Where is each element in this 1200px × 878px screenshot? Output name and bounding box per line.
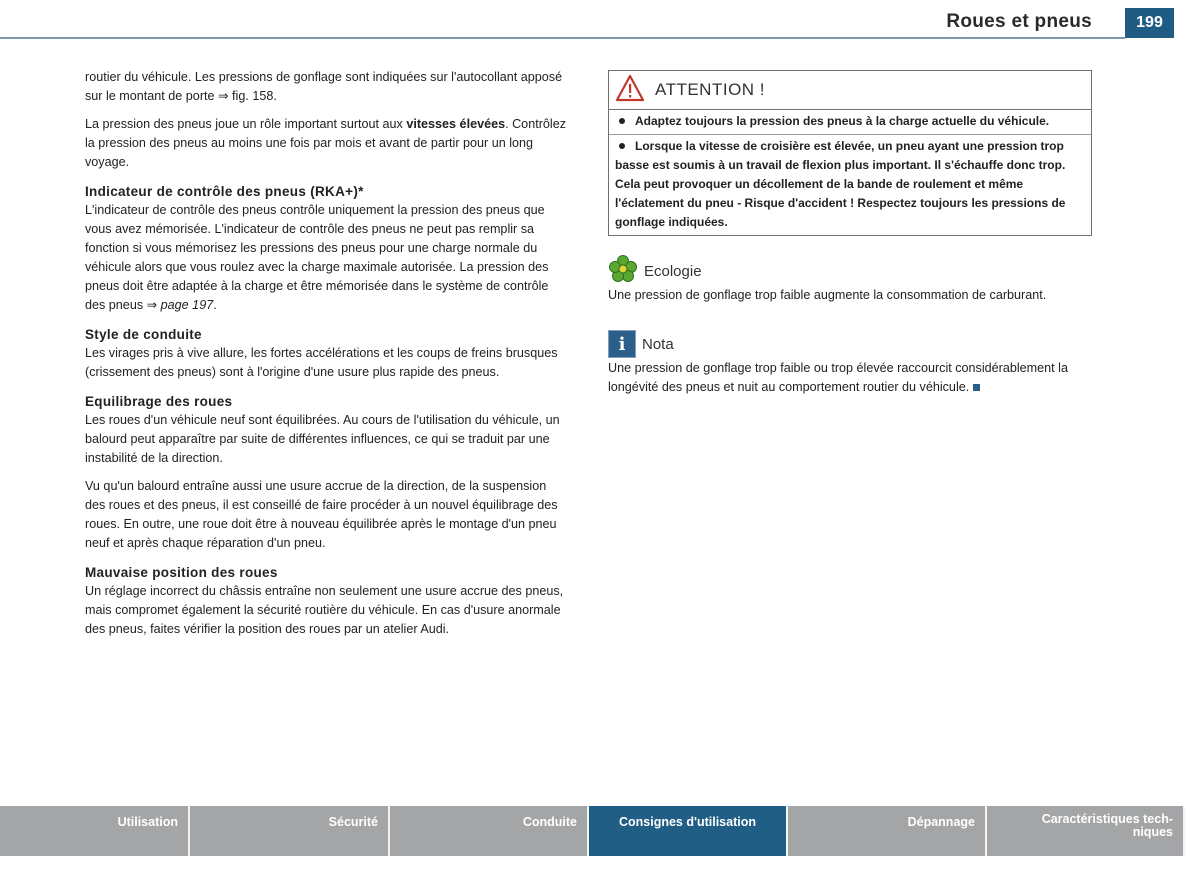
chapter-tab-bar [0, 806, 1185, 856]
ecology-body: Une pression de gonflage trop faible augmente la consommation de carburant. [608, 288, 1047, 302]
misalignment-heading: Mauvaise position des roues [85, 565, 278, 580]
bullet-icon [619, 118, 625, 124]
rka-body: L'indicateur de contrôle des pneus contrôle uniquement la pression des pneus que vous avez mémorisée. L'indicateur de contrôle des pneus ne peut pas remplir sa fonction si vous mémorisez les pressions des pneus pour une charge normale du véhicule alors que vous roulez avec la charge maximale autorisée. La pression des pneus doit être adaptée à la charge et être mémorisée dans le système de contrôle des pneus ⇒ page 197. [85, 203, 549, 312]
balancing-body-2: Vu qu'un balourd entraîne aussi une usure accrue de la direction, de la suspension des roues et des pneus, il est conseillé de faire procéder à un nouvel équilibrage des roues. En outre, une roue doit être à nouveau équilibrée après le montage d'un pneu neuf et après chaque réparation d'un pneu. [85, 479, 558, 550]
warning-box [608, 70, 1092, 236]
style-body: Les virages pris à vive allure, les fortes accélérations et les coups de freins brusques (crissement des pneus) sont à l'origine d'une usure plus rapide des pneus. [85, 346, 558, 379]
balancing-heading: Equilibrage des roues [85, 394, 233, 409]
note-header [608, 329, 1092, 359]
style-heading: Style de conduite [85, 327, 202, 342]
warning-title: ATTENTION ! [655, 80, 766, 99]
flower-icon [608, 254, 638, 289]
misalignment-body: Un réglage incorrect du châssis entraîne non seulement une usure accrue des pneus, mais compromet également la sécurité routière du véhicule. En cas d'usure anormale des pneus, faites vérifier la position des roues par un atelier Audi. [85, 584, 564, 636]
note-title: Nota [642, 335, 674, 353]
rka-heading: Indicateur de contrôle des pneus (RKA+)* [85, 184, 364, 199]
bullet-icon [619, 143, 625, 149]
balancing-body-1: Les roues d'un véhicule neuf sont équilibrées. Au cours de l'utilisation du véhicule, un balourd peut apparaître par suite de différentes influences, ce qui se traduit par une instabilité de la direction. [85, 413, 560, 465]
warning-item: Lorsque la vitesse de croisière est élevée, un pneu ayant une pression trop basse est soumis à un travail de flexion plus important. Il s'échauffe donc trop. Cela peut provoquer un décollement de la bande de roulement et même l'éclatement du pneu - Risque d'accident ! Respectez toujours les pressions de gonflage indiquées. [615, 139, 1066, 229]
end-of-section-icon [973, 384, 980, 391]
ecology-header [608, 256, 1092, 286]
ecology-title: Ecologie [644, 262, 702, 280]
tab-securite[interactable]: Sécurité [190, 806, 390, 856]
info-icon: i [608, 330, 636, 358]
right-column [608, 70, 1092, 406]
tab-caracteristiques-techniques[interactable]: Caractéristiques tech- niques [987, 806, 1185, 856]
left-column [85, 68, 570, 648]
tab-conduite[interactable]: Conduite [390, 806, 589, 856]
intro-paragraph-1: routier du véhicule. Les pressions de gonflage sont indiquées sur l'autocollant apposé sur le montant de porte ⇒ fig. 158. [85, 70, 563, 103]
tab-depannage[interactable]: Dépannage [788, 806, 987, 856]
header-rule [0, 37, 1125, 39]
tab-consignes-utilisation[interactable]: Consignes d'utilisation [589, 806, 788, 856]
intro-paragraph-2: La pression des pneus joue un rôle important surtout aux vitesses élevées. Contrôlez la pression des pneus au moins une fois par mois et avant de partir pour un long voyage. [85, 117, 566, 169]
warning-header [609, 71, 1091, 110]
chapter-title: Roues et pneus [946, 11, 1092, 32]
warning-item: Adaptez toujours la pression des pneus à la charge actuelle du véhicule. [609, 110, 1091, 135]
tab-utilisation[interactable]: Utilisation [0, 806, 190, 856]
warning-triangle-icon [615, 74, 645, 107]
page-reference-link[interactable]: page 197 [160, 298, 214, 312]
note-body: Une pression de gonflage trop faible ou trop élevée raccourcit considérablement la longévité des pneus et nuit au comportement routier du véhicule. [608, 361, 1068, 394]
page-number: 199 [1125, 8, 1174, 38]
